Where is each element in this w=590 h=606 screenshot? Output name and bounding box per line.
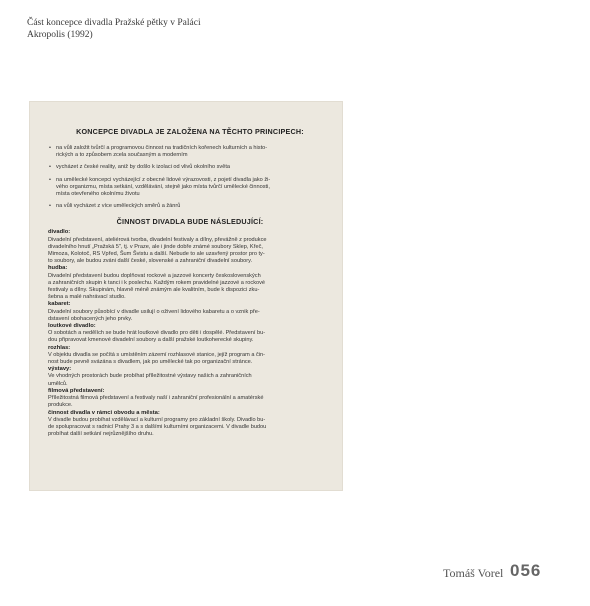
author-name: Tomáš Vorel (443, 566, 504, 580)
section-text (48, 395, 332, 409)
activity-section-cabaret (48, 301, 332, 323)
section-label: hudba: (48, 265, 68, 272)
bullet-icon: • (49, 176, 51, 183)
principle-line: na vůli založit tvůrčí a programovou činnost na tradičních kořenech kulturních a histo- (56, 145, 268, 151)
section-line: a zahraničních skupin k tanci i k poslechu. Každým rokem pravidelné jazzové a rockové (48, 279, 266, 286)
bullet-icon: • (49, 203, 51, 210)
principle-line: na umělecké koncepci vycházející z obecné lidové výrazovosti, z pojetí divadla jako ži- (56, 176, 271, 183)
caption-line-1: Část koncepce divadla Pražské pětky v Paláci (27, 18, 201, 28)
section-text (48, 309, 332, 323)
section-text (48, 330, 332, 344)
document-content (48, 127, 332, 438)
figure-caption (27, 17, 201, 41)
activity-section-exhibitions (48, 366, 332, 388)
principle-item (48, 164, 332, 171)
section-line: Divadelní soubory působící v divadle usilují o oživení lidového kabaretu a o vznik pře- (48, 308, 260, 315)
scanned-document (30, 102, 342, 490)
activity-section-puppet-theatre (48, 323, 332, 345)
principle-line: na vůli vycházet z více uměleckých směrů a žánrů (56, 203, 181, 210)
section-label: loutkové divadlo: (48, 323, 96, 330)
section-line: šebna a malé nahrávací studio. (48, 294, 126, 301)
activity-section-community (48, 410, 332, 439)
bullet-icon: • (49, 145, 51, 151)
section-line: V objektu divadla se počítá s umístěním zázemí rozhlasové stanice, jejíž program a čin- (48, 351, 266, 358)
section-line: divadelního hnutí „Pražská 5", tj. v Praze, ale i jinde dobře známé soubory Sklep, Křeč, (48, 243, 263, 250)
section-line: V divadle budou probíhat vzdělávací a kulturní programy pro základní školy. Divadlo bu- (48, 416, 266, 423)
section-line: probíhat další setkání nejrůznějšího druhu. (48, 431, 154, 438)
section-line: Divadelní představení budou doplňovat rockové a jazzové koncerty československých (48, 272, 261, 279)
section-label: výstavy: (48, 366, 72, 373)
section-label: rozhlas: (48, 344, 71, 351)
activity-section-film (48, 388, 332, 410)
principle-line: místa otevřeného okolnímu životu (56, 191, 140, 198)
section-label: filmová představení: (48, 387, 105, 394)
section-text (48, 373, 332, 387)
principle-line: vého organizmu, místa setkání, vzdělávání, stejně jako místa tvůrčí umělecké činnosti, (56, 183, 270, 190)
section-line: O sobotách a nedělích se bude hrát loutkové divadlo pro děti i dospělé. Představení bu- (48, 330, 266, 337)
activities-heading: ČINNOST DIVADLA BUDE NÁSLEDUJÍCÍ: (116, 217, 264, 227)
section-line: de spolupracovat s radnicí Prahy 3 a s dalšími kulturními organizacemi. V divadle budou (48, 423, 267, 430)
section-line: produkce. (48, 402, 73, 409)
section-text (48, 417, 332, 439)
section-line: Divadelní představení, ateliérová tvorba, divadelní festivaly a dílny, převážně z produkce (48, 236, 267, 243)
section-label: činnost divadla v rámci obvodu a města: (48, 409, 160, 416)
activity-section-theatre (48, 229, 332, 265)
section-label: divadlo: (48, 229, 71, 236)
section-line: nost bude pevně svázána s divadlem, jak po umělecké tak po organizační stránce. (48, 359, 253, 366)
bullet-icon: • (49, 164, 51, 171)
principle-item (48, 145, 332, 159)
section-label: kabaret: (48, 301, 71, 308)
principle-item (48, 203, 332, 210)
principles-list (48, 145, 332, 210)
section-text (48, 237, 332, 266)
section-line: Příležitostná filmová představení a festivaly naší i zahraniční profesionální a amatérské (48, 395, 264, 402)
section-line: Ve vhodných prostorách bude probíhat příležitostné výstavy našich a zahraničních (48, 373, 252, 380)
page-number: 056 (510, 561, 542, 580)
activity-section-radio (48, 345, 332, 367)
section-line: umělců. (48, 380, 68, 387)
activity-section-music (48, 265, 332, 301)
principles-heading: KONCEPCE DIVADLA JE ZALOŽENA NA TĚCHTO PRINCIPECH: (76, 127, 304, 136)
caption-line-2: Akropolis (1992) (27, 30, 93, 40)
section-line: to soubory, ale budou zváni další české, slovenské a zahraniční divadelní soubory. (48, 258, 253, 265)
section-text (48, 352, 332, 366)
section-line: dou připravovat kmenové divadelní soubory a další pražské loutkoherecké skupiny. (48, 337, 254, 344)
section-line: festivaly a dílny. Skupinám, hlavně méně známým ale kvalitním, bude k dispozici zku- (48, 287, 260, 294)
section-line: dstavení obohacených jeho prvky. (48, 315, 133, 322)
principle-item (48, 177, 332, 199)
principle-line: vycházet z české reality, aniž by došlo k izolaci od vlivů okolního světa (56, 164, 231, 171)
section-line: Mimoza, Kolotoč, RS Vpřed, Šum Švistu a další. Nebude to ale uzavřený prostor pro ty- (48, 251, 265, 258)
principle-line: rických a to způsobem zcela současným a moderním (56, 152, 188, 159)
section-text (48, 273, 332, 302)
